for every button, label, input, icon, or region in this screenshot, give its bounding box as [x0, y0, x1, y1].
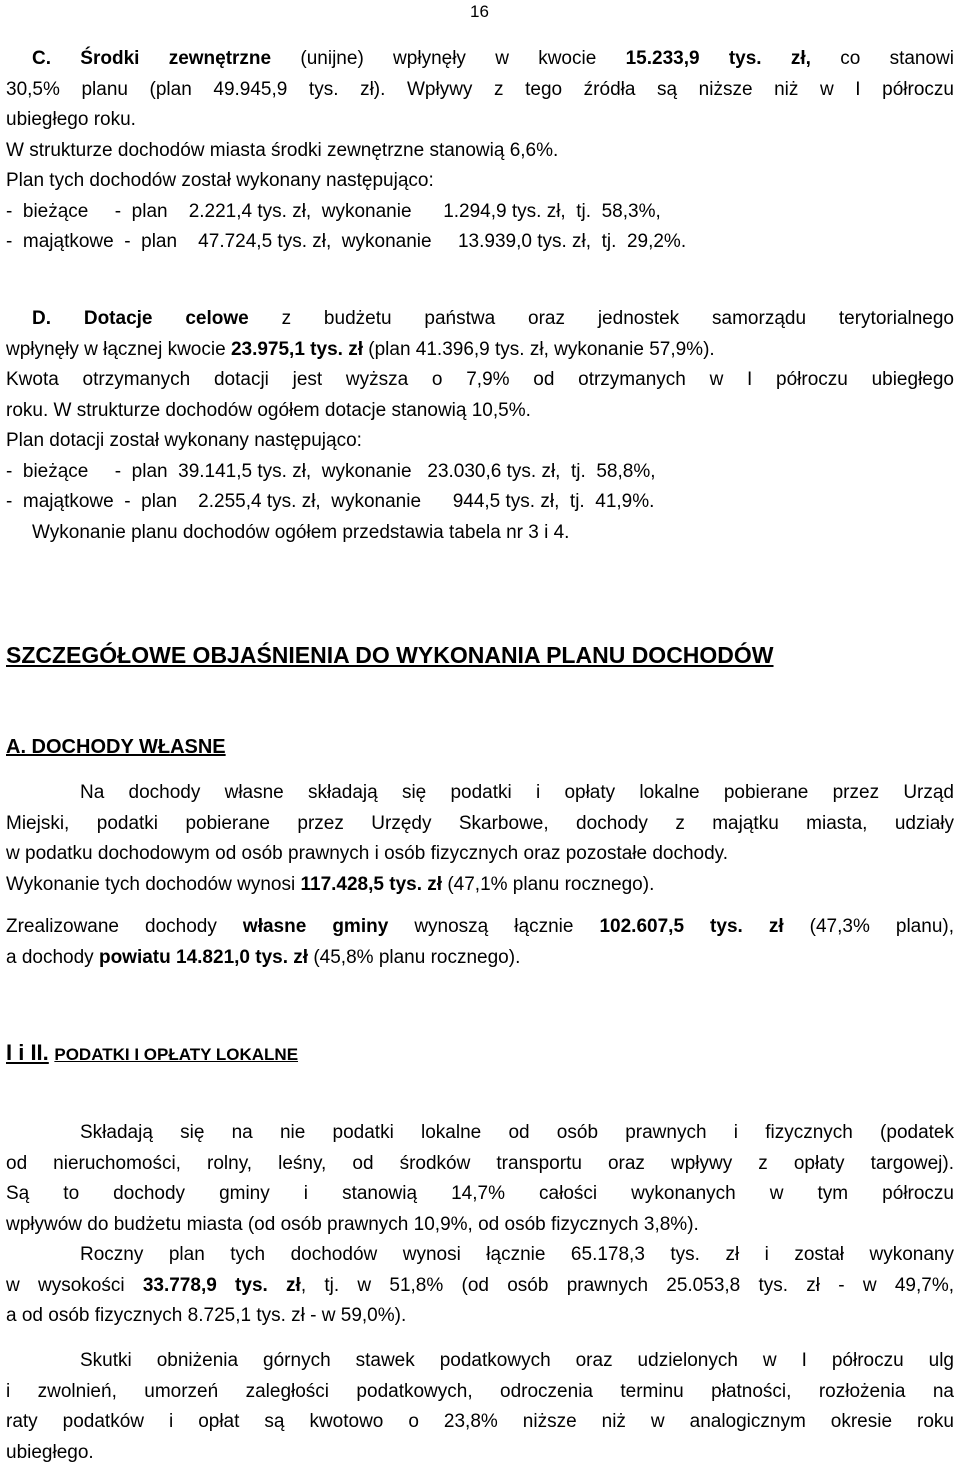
section-i-p2-l1: Roczny plan tych dochodów wynosi łącznie 65.178,3 tys. zł i został wykonany — [80, 1244, 954, 1265]
section-c — [6, 44, 954, 258]
section-c-line-3: ubiegłego roku. — [6, 109, 136, 130]
section-d-line-3: Kwota otrzymanych dotacji jest wyższa o 7,9% od otrzymanych w I półroczu ubiegłego — [6, 369, 954, 390]
section-i-p1-l2: od nieruchomości, rolny, leśny, od środków transportu oraz wpływy z opłaty targowej). — [6, 1152, 954, 1174]
municipality-income-amount: 102.607,5 tys. zł — [599, 916, 784, 937]
section-i-p2-l2: w wysokości 33.778,9 tys. zł, tj. w 51,8% (od osób prawnych 25.053,8 tys. zł - w 49,7%, — [6, 1274, 954, 1296]
section-i-heading: PODATKI I OPŁATY LOKALNE — [54, 1045, 299, 1064]
section-i-p1-l4: wpływów do budżetu miasta (od osób prawnych 10,9%, od osób fizycznych 3,8%). — [6, 1213, 699, 1235]
section-i-title — [6, 1038, 954, 1070]
section-a-p1-l4: Wykonanie tych dochodów wynosi 117.428,5 tys. zł (47,1% planu rocznego). — [6, 873, 655, 895]
section-a-para-2 — [6, 912, 954, 973]
section-d-table-ref: Wykonanie planu dochodów ogółem przedstawia tabela nr 3 i 4. — [32, 521, 570, 543]
section-d-line-1: D. Dotacje celowe z budżetu państwa oraz jednostek samorządu terytorialnego — [32, 308, 954, 329]
section-a-p1-l1: Na dochody własne składają się podatki i opłaty lokalne pobierane przez Urząd — [80, 782, 954, 803]
local-taxes-amount: 33.778,9 tys. zł — [142, 1274, 301, 1296]
section-i-title-wrap — [6, 1038, 954, 1070]
section-i-p1-l3: Są to dochody gminy i stanowią 14,7% całości wykonanych w tym półroczu — [6, 1183, 954, 1204]
section-c-capital: - majątkowe - plan 47.724,5 tys. zł, wykonanie 13.939,0 tys. zł, tj. 29,2%. — [6, 231, 687, 252]
section-d-current: - bieżące - plan 39.141,5 tys. zł, wykonanie 23.030,6 tys. zł, tj. 58,8%, — [6, 460, 656, 482]
section-i-p3-l1: Skutki obniżenia górnych stawek podatkowych oraz udzielonych w I półroczu ulg — [80, 1350, 954, 1371]
grants-amount: 23.975,1 tys. zł — [230, 338, 363, 360]
section-i-p3-l4: ubiegłego. — [6, 1441, 94, 1463]
section-c-heading: C. Środki zewnętrzne — [32, 48, 272, 69]
section-d-heading: D. Dotacje celowe — [32, 308, 249, 329]
section-c-current: - bieżące - plan 2.221,4 tys. zł, wykonanie 1.294,9 tys. zł, tj. 58,3%, — [6, 200, 661, 222]
section-i-number: I i II. — [6, 1040, 49, 1065]
section-c-line-5: Plan tych dochodów został wykonany następująco: — [6, 170, 434, 191]
section-a-para-1 — [6, 778, 954, 900]
page-number: 16 — [470, 2, 489, 21]
section-i-p2-l3: a od osób fizycznych 8.725,1 tys. zł - w 59,0%). — [6, 1305, 407, 1326]
own-income-amount: 117.428,5 tys. zł — [300, 873, 443, 895]
section-i-para-1 — [6, 1118, 954, 1332]
section-a-title-wrap — [6, 732, 954, 762]
section-d-line-4: roku. W strukturze dochodów ogółem dotacje stanowią 10,5%. — [6, 399, 531, 421]
section-i-p3-l2: i zwolnień, umorzeń zaległości podatkowych, odroczenia terminu płatności, rozłożenia na — [6, 1380, 954, 1402]
section-i-para-3 — [6, 1346, 954, 1468]
section-d — [6, 304, 954, 548]
section-i-p1-l1: Składają się na nie podatki lokalne od osób prawnych i fizycznych (podatek — [80, 1122, 954, 1143]
section-a-title: A. DOCHODY WŁASNE — [6, 736, 226, 758]
section-c-line-2: 30,5% planu (plan 49.945,9 tys. zł). Wpływy z tego źródła są niższe niż w I półroczu — [6, 78, 954, 100]
section-a-p2-l2: a dochody powiatu 14.821,0 tys. zł (45,8% planu rocznego). — [6, 946, 521, 968]
section-d-capital: - majątkowe - plan 2.255,4 tys. zł, wykonanie 944,5 tys. zł, tj. 41,9%. — [6, 491, 655, 512]
section-c-line-4: W strukturze dochodów miasta środki zewnętrzne stanowią 6,6%. — [6, 139, 559, 161]
section-a-p1-l2: Miejski, podatki pobierane przez Urzędy Skarbowe, dochody z majątku miasta, udziały — [6, 812, 954, 834]
main-heading: SZCZEGÓŁOWE OBJAŚNIENIA DO WYKONANIA PLANU DOCHODÓW — [6, 642, 774, 668]
main-heading-wrap — [6, 640, 954, 670]
section-i-p3-l3: raty podatków i opłat są kwotowo o 23,8% niższe niż w analogicznym okresie roku — [6, 1411, 954, 1432]
section-d-line-5: Plan dotacji został wykonany następująco: — [6, 430, 362, 451]
external-funds-amount: 15.233,9 tys. zł, — [625, 48, 811, 69]
section-c-line-1: C. Środki zewnętrzne (unijne) wpłynęły w kwocie 15.233,9 tys. zł, co stanowi — [32, 48, 954, 69]
section-a-p2-l1: Zrealizowane dochody własne gminy wynoszą łącznie 102.607,5 tys. zł (47,3% planu), — [6, 916, 954, 937]
section-d-line-2: wpłynęły w łącznej kwocie 23.975,1 tys. zł (plan 41.396,9 tys. zł, wykonanie 57,9%). — [6, 338, 715, 360]
county-income-amount: powiatu 14.821,0 tys. zł — [98, 946, 309, 968]
section-a-p1-l3: w podatku dochodowym od osób prawnych i osób fizycznych oraz pozostałe dochody. — [6, 843, 729, 864]
